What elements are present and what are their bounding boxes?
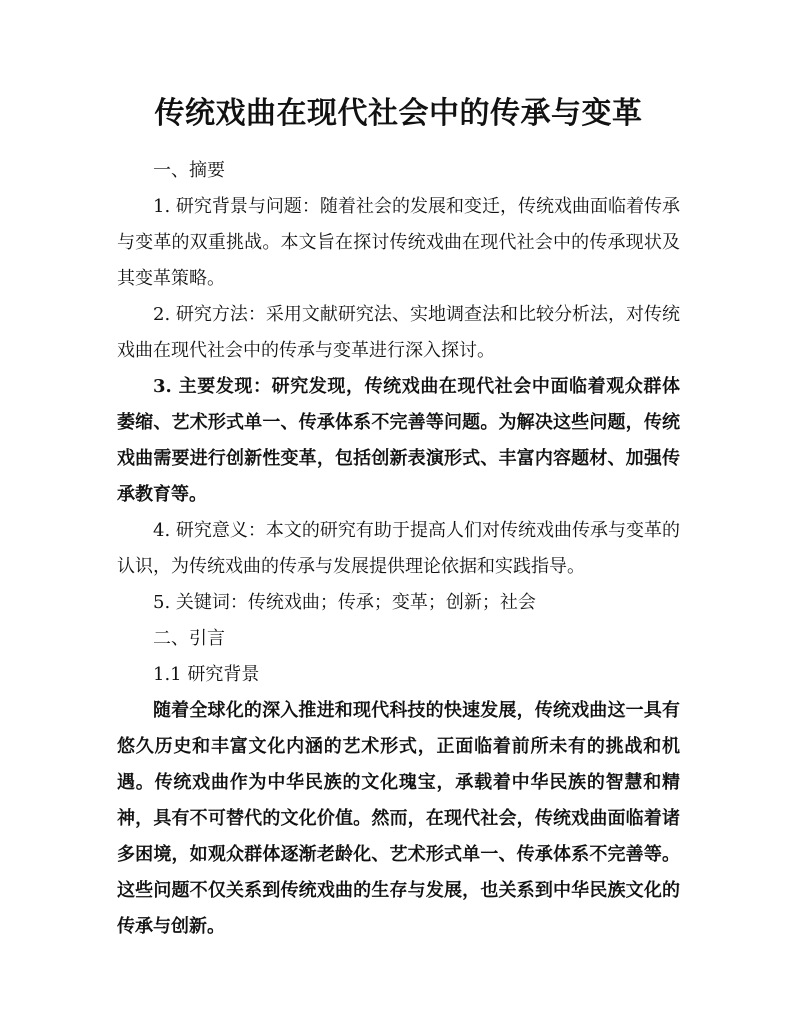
document-title: 传统戏曲在现代社会中的传承与变革: [154, 96, 643, 131]
abstract-item-keywords: 5. 关键词：传统戏曲；传承；变革；创新；社会: [153, 592, 536, 613]
title-spacer: [117, 135, 680, 153]
intro-heading: 二、引言: [153, 628, 225, 649]
abstract-item-method: 2. 研究方法：采用文献研究法、实地调查法和比较分析法，对传统戏曲在现代社会中的传承与变革进行深入探讨。: [117, 304, 680, 361]
background-paragraph: 随着全球化的深入推进和现代科技的快速发展，传统戏曲这一具有悠久历史和丰富文化内涵的艺术形式，正面临着前所未有的挑战和机遇。传统戏曲作为中华民族的文化瑰宝，承载着中华民族的智慧和精神，具有不可替代的文化价值。然而，在现代社会，传统戏曲面临着诸多困境，如观众群体逐渐老龄化、艺术形式单一、传承体系不完善等。这些问题不仅关系到传统戏曲的生存与发展，也关系到中华民族文化的传承与创新。: [117, 700, 680, 937]
abstract-item-significance: 4. 研究意义：本文的研究有助于提高人们对传统戏曲传承与变革的认识，为传统戏曲的传承与发展提供理论依据和实践指导。: [117, 520, 680, 577]
abstract-heading: 一、摘要: [153, 160, 225, 181]
abstract-item-findings: 3. 主要发现：研究发现，传统戏曲在现代社会中面临着观众群体萎缩、艺术形式单一、传承体系不完善等问题。为解决这些问题，传统戏曲需要进行创新性变革，包括创新表演形式、丰富内容题材、加强传承教育等。: [117, 376, 680, 505]
abstract-item-background: 1. 研究背景与问题：随着社会的发展和变迁，传统戏曲面临着传承与变革的双重挑战。本文旨在探讨传统戏曲在现代社会中的传承现状及其变革策略。: [117, 196, 680, 289]
subsection-heading-research-background: 1.1 研究背景: [153, 664, 260, 685]
